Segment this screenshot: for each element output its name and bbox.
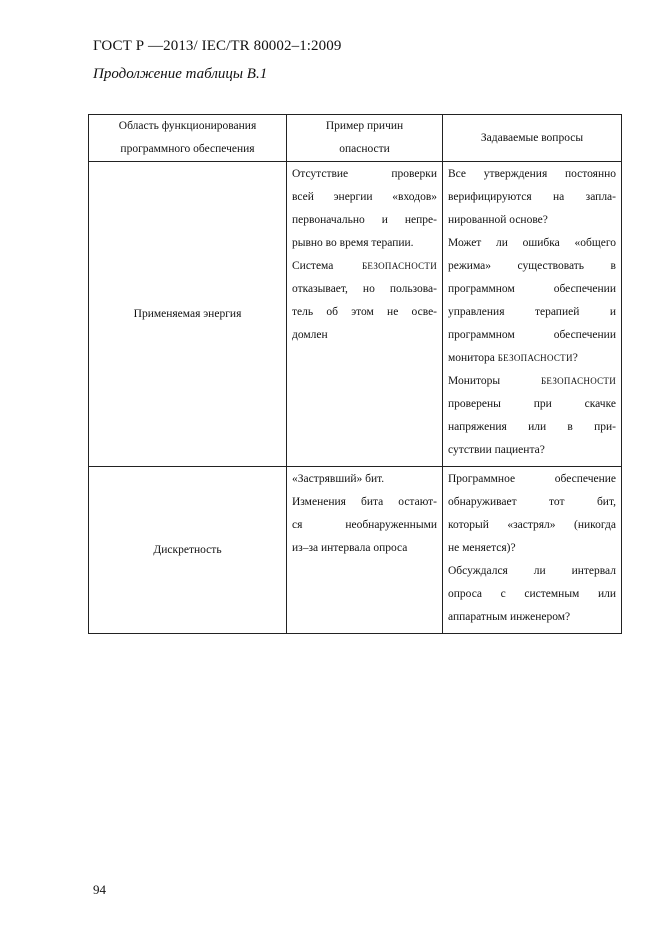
text-line: не меняется)? <box>448 542 516 554</box>
area-cell: Применяемая энергия <box>89 162 287 467</box>
text-line: Мониторы БЕЗОПАСНОСТИ <box>448 375 616 387</box>
text-line: Изменения бита остают- <box>292 496 437 508</box>
page-number: 94 <box>93 882 106 897</box>
table-header-row <box>89 115 622 162</box>
cause-cell <box>287 467 443 634</box>
text-line: нированной основе? <box>448 214 548 226</box>
table-row <box>89 162 622 467</box>
document-header: ГОСТ Р —2013/ IEC/TR 80002–1:2009 <box>93 38 342 54</box>
text-line: первоначально и непре- <box>292 214 437 226</box>
hazard-table <box>88 114 622 634</box>
text-line: домлен <box>292 329 328 341</box>
text-line: опроса с системным или <box>448 588 616 600</box>
questions-cell <box>443 467 622 634</box>
text-line: рывно во время терапии. <box>292 237 414 249</box>
area-cell: Дискретность <box>89 467 287 634</box>
text-line: режима» существовать в <box>448 260 616 272</box>
text-line: обнаруживает тот бит, <box>448 496 616 508</box>
text-line: который «застрял» (никогда <box>448 519 616 531</box>
text-line: Все утверждения постоянно <box>448 168 616 180</box>
text-line: проверены при скачке <box>448 398 616 410</box>
text-line: Обсуждался ли интервал <box>448 565 616 577</box>
text-line: Система БЕЗОПАСНОСТИ <box>292 260 437 272</box>
text-line: Отсутствие проверки <box>292 168 437 180</box>
text-line: «Застрявший» бит. <box>292 473 385 485</box>
table-continuation-caption: Продолжение таблицы В.1 <box>93 66 268 82</box>
text-line: Может ли ошибка «общего <box>448 237 616 249</box>
text-line: всей энергии «входов» <box>292 191 437 203</box>
header-area: Область функционирования программного обеспечения <box>89 115 287 162</box>
text-line: ся необнаруженными <box>292 519 437 531</box>
cause-cell <box>287 162 443 467</box>
text-line: верифицируются на запла- <box>448 191 616 203</box>
text-line: аппаратным инженером? <box>448 611 571 623</box>
text-line: напряжения или в при- <box>448 421 616 433</box>
text-line: тель об этом не осве- <box>292 306 437 318</box>
text-line: из–за интервала опроса <box>292 542 408 554</box>
header-cause: Пример причин опасности <box>287 115 443 162</box>
text-line: монитора БЕЗОПАСНОСТИ? <box>448 352 578 364</box>
text-line: сутствии пациента? <box>448 444 545 456</box>
table-row <box>89 467 622 634</box>
text-line: отказывает, но пользова- <box>292 283 437 295</box>
questions-cell <box>443 162 622 467</box>
text-line: программном обеспечении <box>448 329 616 341</box>
text-line: Программное обеспечение <box>448 473 616 485</box>
header-questions: Задаваемые вопросы <box>443 115 622 162</box>
text-line: программном обеспечении <box>448 283 616 295</box>
text-line: управления терапией и <box>448 306 616 318</box>
